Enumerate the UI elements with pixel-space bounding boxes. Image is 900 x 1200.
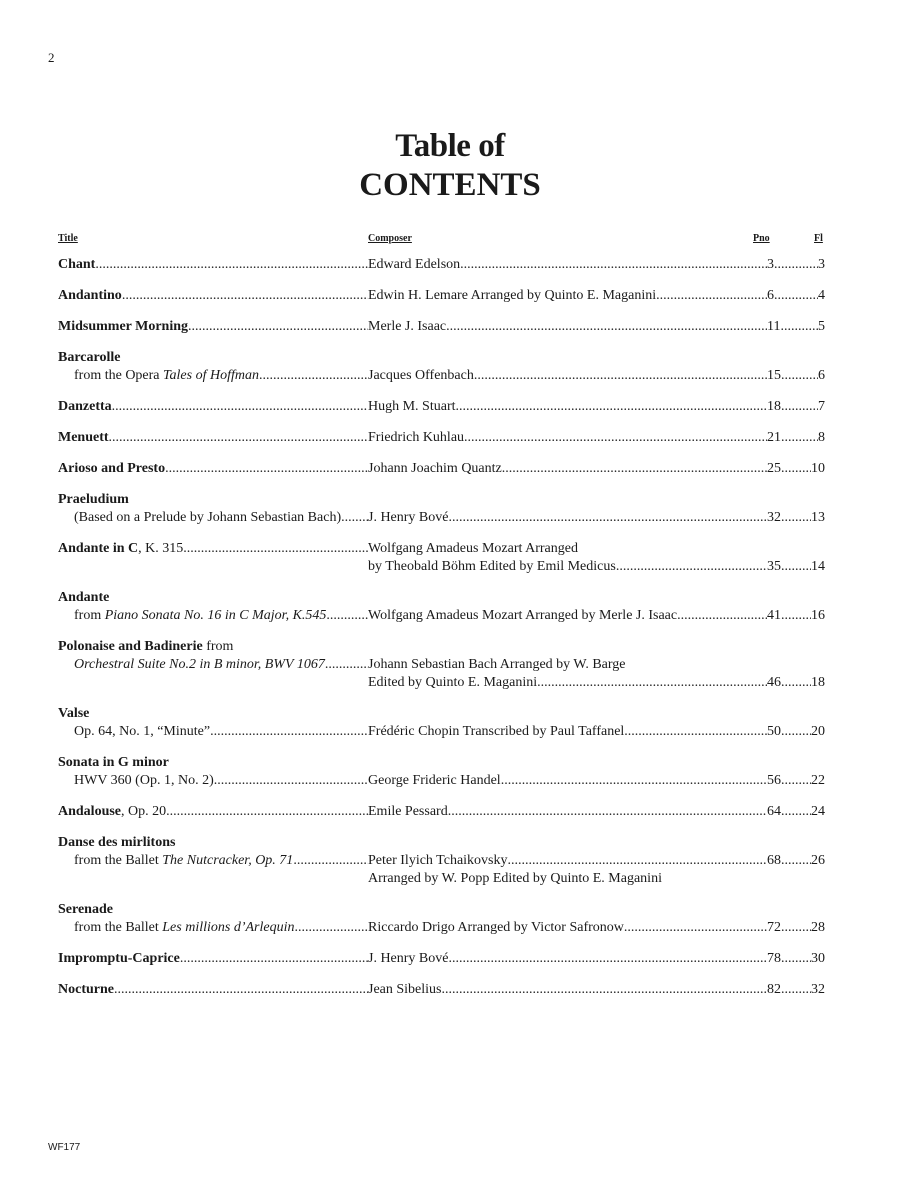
- subtitle-text: (Based on a Prelude by Johann Sebastian Bach): [74, 510, 342, 525]
- title-cell: [58, 287, 368, 305]
- pno-page: 50: [767, 724, 781, 739]
- entry-title: [58, 950, 180, 968]
- composer-cell: [368, 540, 767, 558]
- dot-leader: [781, 367, 818, 385]
- composer-cell: [368, 558, 767, 576]
- page-numbers: [767, 558, 825, 576]
- title-cell: [58, 589, 368, 607]
- pno-page: 3: [767, 257, 774, 272]
- entry-line: [58, 540, 825, 558]
- title-bold: Chant: [58, 257, 96, 272]
- page-numbers: [767, 852, 825, 870]
- dot-leader: [449, 950, 768, 968]
- dot-leader: [166, 803, 368, 821]
- dot-leader: [781, 509, 811, 527]
- fl-page: 18: [811, 675, 825, 690]
- pno-page: 72: [767, 920, 781, 935]
- composer-name: J. Henry Bové: [368, 510, 449, 525]
- title-rest: from: [202, 639, 234, 654]
- page-numbers: [767, 429, 825, 447]
- title-bold: Barcarolle: [58, 350, 121, 365]
- composer-cell: [368, 367, 767, 385]
- composer-name: Edited by Quinto E. Maganini: [368, 675, 538, 690]
- subtitle-text: HWV 360 (Op. 1, No. 2): [74, 773, 214, 788]
- dot-leader: [210, 723, 368, 741]
- title-bold: Valse: [58, 706, 90, 721]
- title-cell: [58, 509, 368, 527]
- dot-leader: [325, 656, 368, 674]
- title-cell: [58, 834, 368, 852]
- page-numbers: [767, 367, 825, 385]
- composer-name: Emile Pessard: [368, 804, 448, 819]
- toc-entry: [58, 540, 825, 576]
- composer-name: George Frideric Handel: [368, 773, 501, 788]
- title-cell: [58, 852, 368, 870]
- dot-leader: [109, 429, 368, 447]
- dot-leader: [781, 981, 811, 999]
- pno-page: 15: [767, 368, 781, 383]
- fl-page: 4: [818, 288, 825, 303]
- title-cell: [58, 674, 368, 692]
- entry-line: [58, 834, 825, 852]
- entry-title: [58, 754, 169, 772]
- composer-cell: [368, 287, 767, 305]
- toc-entry: [58, 981, 825, 999]
- title-bold: Nocturne: [58, 982, 114, 997]
- fl-page: 3: [818, 257, 825, 272]
- composer-name: by Theobald Böhm Edited by Emil Medicus: [368, 559, 616, 574]
- dot-leader: [781, 429, 818, 447]
- page-numbers: [767, 981, 825, 999]
- entry-title: [58, 981, 114, 999]
- page-numbers: [767, 287, 825, 305]
- dot-leader: [341, 509, 368, 527]
- dot-leader: [188, 318, 368, 336]
- composer-cell: [368, 656, 767, 674]
- toc-entry: [58, 318, 825, 336]
- dot-leader: [774, 287, 818, 305]
- toc-entry: [58, 398, 825, 416]
- dot-leader: [449, 509, 768, 527]
- page-numbers: [767, 256, 825, 274]
- dot-leader: [122, 287, 368, 305]
- fl-page: 20: [811, 724, 825, 739]
- title-bold: Sonata in G minor: [58, 755, 169, 770]
- pno-page: 41: [767, 608, 781, 623]
- subtitle-italic: The Nutcracker, Op. 71: [162, 853, 294, 868]
- composer-cell: [368, 919, 767, 937]
- title-cell: [58, 803, 368, 821]
- composer-cell: [368, 509, 767, 527]
- title-line-1: Table of: [395, 128, 505, 164]
- title-cell: [58, 460, 368, 478]
- entry-line: [58, 870, 825, 888]
- pno-page: 35: [767, 559, 781, 574]
- fl-page: 28: [811, 920, 825, 935]
- subtitle-italic: Tales of Hoffman: [163, 368, 259, 383]
- composer-name: Edward Edelson: [368, 257, 461, 272]
- dot-leader: [95, 256, 368, 274]
- entry-title: [58, 803, 166, 821]
- entry-line: [58, 638, 825, 656]
- entry-title: [58, 834, 175, 852]
- dot-leader: [112, 398, 368, 416]
- page-numbers: [767, 919, 825, 937]
- entry-line: [58, 674, 825, 692]
- entry-title: [58, 705, 89, 723]
- dot-leader: [114, 981, 368, 999]
- composer-name: Wolfgang Amadeus Mozart Arranged by Merle J. Isaac: [368, 608, 678, 623]
- pno-page: 82: [767, 982, 781, 997]
- toc-entry: [58, 256, 825, 274]
- fl-page: 5: [818, 319, 825, 334]
- column-header-pno: Pno: [753, 233, 770, 244]
- page-numbers: [767, 460, 825, 478]
- entry-title: [58, 287, 122, 305]
- title-cell: [58, 540, 368, 558]
- composer-name: Riccardo Drigo Arranged by Victor Safronow: [368, 920, 624, 935]
- dot-leader: [259, 367, 368, 385]
- toc-entry: [58, 349, 825, 385]
- toc-entry: [58, 705, 825, 741]
- dot-leader: [781, 919, 811, 937]
- dot-leader: [781, 950, 811, 968]
- fl-page: 16: [811, 608, 825, 623]
- fl-page: 6: [818, 368, 825, 383]
- title-cell: [58, 607, 368, 625]
- entry-line: [58, 589, 825, 607]
- pno-page: 56: [767, 773, 781, 788]
- entry-title: [58, 491, 129, 509]
- page-numbers: [767, 398, 825, 416]
- dot-leader: [781, 398, 818, 416]
- dot-leader: [442, 981, 768, 999]
- toc-entry: [58, 950, 825, 968]
- entry-line: [58, 803, 825, 821]
- composer-cell: [368, 803, 767, 821]
- toc-list: [58, 256, 825, 1012]
- dot-leader: [180, 950, 368, 968]
- entry-line: [58, 981, 825, 999]
- entry-line: [58, 919, 825, 937]
- toc-entry: [58, 460, 825, 478]
- dot-leader: [616, 558, 767, 576]
- toc-entry: [58, 803, 825, 821]
- entry-title: [58, 349, 120, 367]
- pno-page: 46: [767, 675, 781, 690]
- dot-leader: [460, 256, 767, 274]
- column-header-composer: Composer: [368, 233, 412, 244]
- entry-line: [58, 950, 825, 968]
- composer-cell: [368, 950, 767, 968]
- dot-leader: [501, 772, 767, 790]
- title-bold: Danse des mirlitons: [58, 835, 176, 850]
- entry-title: [58, 318, 188, 336]
- pno-page: 25: [767, 461, 781, 476]
- dot-leader: [214, 772, 368, 790]
- dot-leader: [508, 852, 767, 870]
- composer-cell: [368, 723, 767, 741]
- dot-leader: [474, 367, 767, 385]
- composer-name: J. Henry Bové: [368, 951, 449, 966]
- subtitle-text: from the Ballet: [74, 853, 163, 868]
- dot-leader: [781, 674, 811, 692]
- dot-leader: [677, 607, 767, 625]
- page-numbers: [767, 318, 825, 336]
- composer-cell: [368, 460, 767, 478]
- dot-leader: [326, 607, 368, 625]
- entry-line: [58, 256, 825, 274]
- entry-subtitle: [58, 723, 210, 741]
- entry-title: [58, 429, 109, 447]
- dot-leader: [781, 803, 811, 821]
- pno-page: 11: [767, 319, 781, 334]
- toc-entry: [58, 754, 825, 790]
- composer-name: Wolfgang Amadeus Mozart Arranged: [368, 541, 578, 556]
- title-bold: Andante: [58, 590, 110, 605]
- dot-leader: [781, 607, 811, 625]
- dot-leader: [781, 772, 811, 790]
- toc-entry: [58, 287, 825, 305]
- dot-leader: [774, 256, 818, 274]
- title-cell: [58, 919, 368, 937]
- fl-page: 7: [818, 399, 825, 414]
- dot-leader: [781, 460, 811, 478]
- entry-title: [58, 638, 233, 656]
- entry-line: [58, 723, 825, 741]
- dot-leader: [781, 723, 811, 741]
- dot-leader: [624, 723, 767, 741]
- entry-subtitle: [58, 367, 259, 385]
- dot-leader: [781, 558, 811, 576]
- title-cell: [58, 870, 368, 888]
- title-bold: Arioso and Presto: [58, 461, 166, 476]
- title-cell: [58, 318, 368, 336]
- title-cell: [58, 429, 368, 447]
- page-number: 2: [48, 50, 55, 65]
- title-cell: [58, 981, 368, 999]
- entry-subtitle: [58, 919, 295, 937]
- composer-name: Johann Joachim Quantz: [368, 461, 502, 476]
- composer-name: Hugh M. Stuart: [368, 399, 456, 414]
- entry-line: [58, 509, 825, 527]
- fl-page: 26: [811, 853, 825, 868]
- title-cell: [58, 558, 368, 576]
- pno-page: 32: [767, 510, 781, 525]
- page-numbers: [767, 509, 825, 527]
- entry-title: [58, 540, 183, 558]
- composer-cell: [368, 256, 767, 274]
- title-bold: Praeludium: [58, 492, 129, 507]
- subtitle-text: from: [74, 608, 105, 623]
- entry-title: [58, 398, 112, 416]
- entry-line: [58, 398, 825, 416]
- entry-subtitle: [58, 509, 341, 527]
- subtitle-italic: Piano Sonata No. 16 in C Major, K.545: [104, 608, 327, 623]
- composer-cell: [368, 981, 767, 999]
- dot-leader: [183, 540, 368, 558]
- entry-subtitle: [58, 656, 325, 674]
- subtitle-italic: Les millions d’Arlequin: [162, 920, 295, 935]
- fl-page: 8: [818, 430, 825, 445]
- pno-page: 64: [767, 804, 781, 819]
- title-rest: , K. 315: [138, 541, 184, 556]
- entry-line: [58, 318, 825, 336]
- entry-subtitle: [58, 852, 293, 870]
- entry-line: [58, 607, 825, 625]
- title-cell: [58, 367, 368, 385]
- entry-title: [58, 901, 113, 919]
- entry-line: [58, 460, 825, 478]
- fl-page: 32: [811, 982, 825, 997]
- title-bold: Andantino: [58, 288, 122, 303]
- title-cell: [58, 256, 368, 274]
- title-rest: , Op. 20: [121, 804, 167, 819]
- entry-title: [58, 256, 95, 274]
- toc-entry: [58, 491, 825, 527]
- entry-line: [58, 705, 825, 723]
- composer-cell: [368, 674, 767, 692]
- fl-page: 14: [811, 559, 825, 574]
- toc-entry: [58, 429, 825, 447]
- composer-name: Frédéric Chopin Transcribed by Paul Taffanel: [368, 724, 625, 739]
- toc-entry: [58, 901, 825, 937]
- composer-cell: [368, 772, 767, 790]
- dot-leader: [502, 460, 767, 478]
- title-bold: Menuett: [58, 430, 109, 445]
- page-numbers: [767, 723, 825, 741]
- page-numbers: [767, 803, 825, 821]
- title-bold: Andalouse: [58, 804, 122, 819]
- composer-cell: [368, 318, 767, 336]
- title-bold: Midsummer Morning: [58, 319, 189, 334]
- dot-leader: [446, 318, 767, 336]
- entry-subtitle: [58, 607, 326, 625]
- pno-page: 6: [767, 288, 774, 303]
- composer-name: Edwin H. Lemare Arranged by Quinto E. Maganini: [368, 288, 657, 303]
- subtitle-text: Op. 64, No. 1, “Minute”: [74, 724, 211, 739]
- pno-page: 68: [767, 853, 781, 868]
- entry-title: [58, 460, 165, 478]
- composer-cell: [368, 398, 767, 416]
- title-bold: Danzetta: [58, 399, 112, 414]
- entry-title: [58, 589, 109, 607]
- fl-page: 22: [811, 773, 825, 788]
- composer-cell: [368, 429, 767, 447]
- entry-line: [58, 491, 825, 509]
- subtitle-italic: Orchestral Suite No.2 in B minor, BWV 1067: [74, 657, 325, 672]
- entry-line: [58, 349, 825, 367]
- dot-leader: [448, 803, 767, 821]
- title-cell: [58, 950, 368, 968]
- toc-entry: [58, 834, 825, 888]
- pno-page: 78: [767, 951, 781, 966]
- dot-leader: [537, 674, 767, 692]
- entry-line: [58, 852, 825, 870]
- title-bold: Andante in C: [58, 541, 139, 556]
- composer-name: Jacques Offenbach: [368, 368, 474, 383]
- page-numbers: [767, 607, 825, 625]
- dot-leader: [781, 852, 811, 870]
- title-cell: [58, 638, 368, 656]
- title-cell: [58, 656, 368, 674]
- dot-leader: [624, 919, 767, 937]
- fl-page: 10: [811, 461, 825, 476]
- entry-line: [58, 558, 825, 576]
- title-cell: [58, 398, 368, 416]
- composer-name: Peter Ilyich Tchaikovsky: [368, 853, 508, 868]
- toc-entry: [58, 589, 825, 625]
- composer-name: Arranged by W. Popp Edited by Quinto E. Maganini: [368, 871, 662, 886]
- column-header-fl: Fl: [814, 233, 823, 244]
- dot-leader: [295, 919, 369, 937]
- dot-leader: [456, 398, 768, 416]
- entry-subtitle: [58, 772, 214, 790]
- pno-page: 21: [767, 430, 781, 445]
- entry-line: [58, 656, 825, 674]
- dot-leader: [780, 318, 818, 336]
- page-numbers: [767, 950, 825, 968]
- title-cell: [58, 723, 368, 741]
- title-cell: [58, 349, 368, 367]
- catalog-code: WF177: [48, 1142, 81, 1153]
- fl-page: 24: [811, 804, 825, 819]
- entry-line: [58, 367, 825, 385]
- composer-name: Merle J. Isaac: [368, 319, 447, 334]
- composer-cell: [368, 607, 767, 625]
- entry-line: [58, 287, 825, 305]
- title-bold: Serenade: [58, 902, 113, 917]
- title-line-2: CONTENTS: [359, 167, 541, 203]
- dot-leader: [293, 852, 368, 870]
- composer-name: Friedrich Kuhlau: [368, 430, 465, 445]
- page-numbers: [767, 674, 825, 692]
- toc-entry: [58, 638, 825, 692]
- column-header-title: Title: [58, 233, 78, 244]
- title-bold: Impromptu-Caprice: [58, 951, 180, 966]
- title-cell: [58, 754, 368, 772]
- composer-name: Jean Sibelius: [368, 982, 442, 997]
- dot-leader: [165, 460, 368, 478]
- title-cell: [58, 705, 368, 723]
- dot-leader: [656, 287, 767, 305]
- title-cell: [58, 491, 368, 509]
- title-bold: Polonaise and Badinerie: [58, 639, 203, 654]
- title-cell: [58, 901, 368, 919]
- fl-page: 30: [811, 951, 825, 966]
- subtitle-text: from the Ballet: [74, 920, 163, 935]
- page-title: [0, 126, 900, 204]
- entry-line: [58, 754, 825, 772]
- entry-line: [58, 429, 825, 447]
- fl-page: 13: [811, 510, 825, 525]
- pno-page: 18: [767, 399, 781, 414]
- dot-leader: [464, 429, 767, 447]
- entry-line: [58, 901, 825, 919]
- composer-cell: [368, 870, 767, 888]
- composer-name: Johann Sebastian Bach Arranged by W. Barge: [368, 657, 626, 672]
- page-numbers: [767, 772, 825, 790]
- subtitle-text: from the Opera: [74, 368, 164, 383]
- entry-line: [58, 772, 825, 790]
- title-cell: [58, 772, 368, 790]
- composer-cell: [368, 852, 767, 870]
